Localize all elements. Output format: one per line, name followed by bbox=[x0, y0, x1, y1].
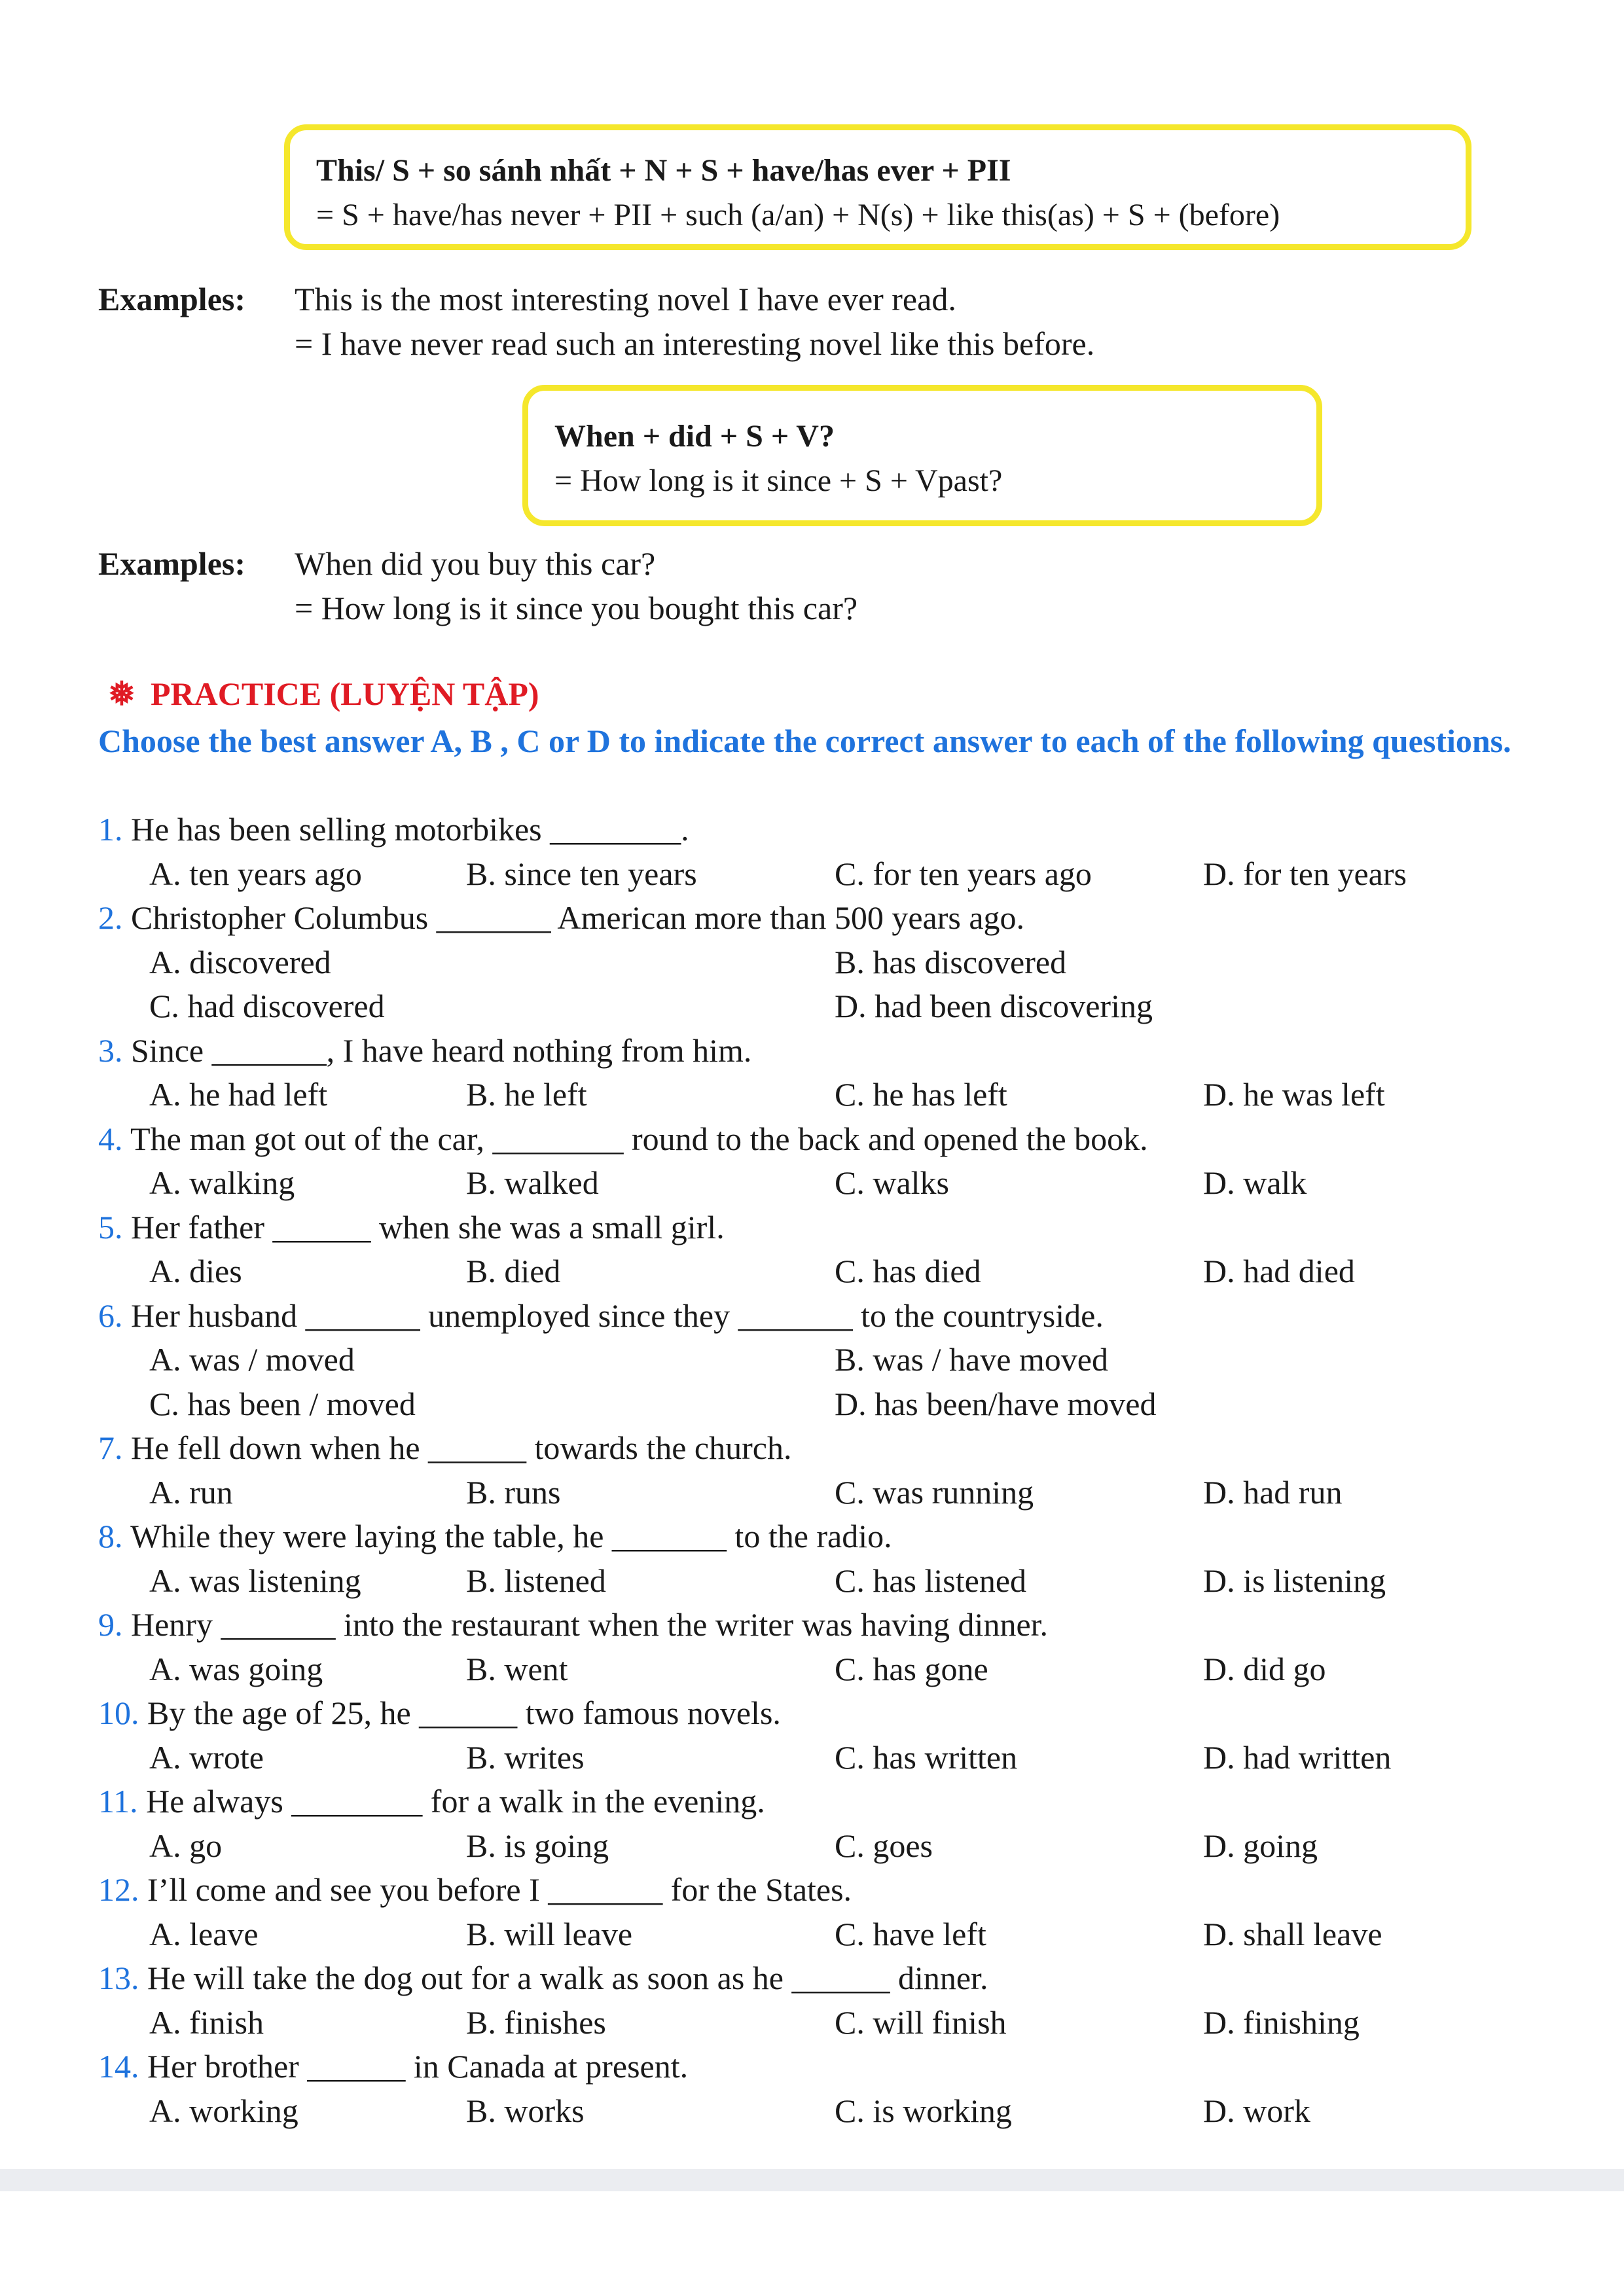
option-a[interactable]: A. was / moved bbox=[149, 1341, 355, 1378]
option-d[interactable]: D. had died bbox=[1203, 1253, 1355, 1289]
question bbox=[98, 1028, 751, 1073]
option-d[interactable]: D. had run bbox=[1203, 1473, 1343, 1511]
question-number: 9. bbox=[98, 1606, 123, 1643]
option-d[interactable]: D. he was left bbox=[1203, 1076, 1385, 1113]
question-number: 12. bbox=[98, 1871, 139, 1908]
option-a[interactable]: A. finish bbox=[149, 2003, 264, 2041]
option-c[interactable]: C. will finish bbox=[835, 2003, 1007, 2041]
question-number: 2. bbox=[98, 899, 123, 936]
page-footer-bar bbox=[0, 2169, 1624, 2191]
option-b[interactable]: B. listened bbox=[466, 1562, 606, 1599]
option-b[interactable]: B. will leave bbox=[466, 1915, 633, 1952]
formula-box-superlative bbox=[284, 124, 1471, 250]
option-c[interactable]: C. has listened bbox=[835, 1562, 1027, 1599]
option-d[interactable]: D. finishing bbox=[1203, 2003, 1360, 2041]
formula-box-when-did bbox=[522, 385, 1322, 526]
option-c[interactable]: C. have left bbox=[835, 1915, 986, 1952]
question-number: 4. bbox=[98, 1120, 123, 1157]
option-b[interactable]: B. was / have moved bbox=[835, 1341, 1108, 1378]
option-a[interactable]: A. he had left bbox=[149, 1076, 328, 1113]
option-d[interactable]: D. did go bbox=[1203, 1650, 1326, 1687]
question-number: 6. bbox=[98, 1297, 123, 1334]
question-text: Her brother ______ in Canada at present. bbox=[147, 2048, 689, 2085]
option-c[interactable]: C. goes bbox=[835, 1827, 933, 1864]
option-c[interactable]: C. has died bbox=[835, 1253, 981, 1289]
option-c[interactable]: C. walks bbox=[835, 1164, 949, 1201]
option-b[interactable]: B. walked bbox=[466, 1164, 599, 1201]
question-text: He has been selling motorbikes ________. bbox=[131, 811, 689, 848]
question bbox=[98, 1426, 791, 1470]
question bbox=[98, 1867, 852, 1912]
practice-instruction: Choose the best answer A, B , C or D to indicate the correct answer to each of the following questions. bbox=[98, 723, 1511, 759]
formula-line-2: = How long is it since + S + Vpast? bbox=[554, 463, 1003, 498]
option-b[interactable]: B. went bbox=[466, 1650, 568, 1687]
question bbox=[98, 1602, 1048, 1647]
option-a[interactable]: A. leave bbox=[149, 1915, 259, 1952]
question bbox=[98, 1779, 765, 1823]
question bbox=[98, 895, 1024, 940]
option-c[interactable]: C. had discovered bbox=[149, 988, 385, 1024]
option-b[interactable]: B. writes bbox=[466, 1738, 585, 1776]
option-d[interactable]: D. walk bbox=[1203, 1164, 1307, 1201]
question bbox=[98, 1956, 988, 2000]
question-number: 3. bbox=[98, 1031, 123, 1069]
question bbox=[98, 2044, 688, 2089]
option-c[interactable]: C. has gone bbox=[835, 1650, 988, 1687]
option-c[interactable]: C. has been / moved bbox=[149, 1385, 416, 1422]
question-number: 11. bbox=[98, 1783, 138, 1820]
option-a[interactable]: A. ten years ago bbox=[149, 855, 362, 892]
example-sentence: When did you buy this car? bbox=[295, 545, 656, 582]
option-a[interactable]: A. was listening bbox=[149, 1562, 361, 1599]
question-number: 8. bbox=[98, 1518, 123, 1554]
question bbox=[98, 1205, 725, 1249]
question-number: 1. bbox=[98, 811, 123, 848]
option-d[interactable]: D. going bbox=[1203, 1827, 1318, 1864]
question-number: 5. bbox=[98, 1208, 123, 1246]
option-a[interactable]: A. working bbox=[149, 2092, 298, 2129]
option-c[interactable]: C. was running bbox=[835, 1473, 1034, 1511]
option-b[interactable]: B. is going bbox=[466, 1827, 609, 1864]
option-b[interactable]: B. has discovered bbox=[835, 943, 1067, 980]
option-b[interactable]: B. he left bbox=[466, 1076, 587, 1113]
question-text: Since _______, I have heard nothing from him. bbox=[131, 1031, 752, 1069]
question-text: He fell down when he ______ towards the church. bbox=[131, 1429, 792, 1466]
option-d[interactable]: D. has been/have moved bbox=[835, 1385, 1157, 1422]
option-a[interactable]: A. go bbox=[149, 1827, 223, 1864]
question-number: 10. bbox=[98, 1695, 139, 1731]
option-c[interactable]: C. has written bbox=[835, 1738, 1018, 1776]
question-text: He will take the dog out for a walk as soon as he ______ dinner. bbox=[147, 1960, 988, 1996]
question-text: By the age of 25, he ______ two famous novels. bbox=[147, 1695, 781, 1731]
snowflake-bullet-icon: ❅ bbox=[108, 675, 135, 712]
option-a[interactable]: A. was going bbox=[149, 1650, 323, 1687]
option-b[interactable]: B. finishes bbox=[466, 2003, 606, 2041]
question-number: 13. bbox=[98, 1960, 139, 1996]
formula-line-2: = S + have/has never + PII + such (a/an) + N(s) + like this(as) + S + (before) bbox=[316, 198, 1280, 232]
examples-label: Examples: bbox=[98, 545, 245, 582]
option-c[interactable]: C. for ten years ago bbox=[835, 855, 1092, 892]
formula-line-1: This/ S + so sánh nhất + N + S + have/has ever + PII bbox=[316, 153, 1011, 188]
option-d[interactable]: D. had been discovering bbox=[835, 988, 1153, 1024]
practice-heading bbox=[108, 672, 539, 716]
question-text: Christopher Columbus _______ American more than 500 years ago. bbox=[131, 899, 1025, 936]
option-c[interactable]: C. is working bbox=[835, 2092, 1012, 2129]
question-text: The man got out of the car, ________ round to the back and opened the book. bbox=[130, 1120, 1148, 1157]
question-text: I’ll come and see you before I _______ for the States. bbox=[147, 1871, 852, 1908]
option-b[interactable]: B. since ten years bbox=[466, 855, 697, 892]
option-d[interactable]: D. work bbox=[1203, 2092, 1310, 2129]
formula-line-1: When + did + S + V? bbox=[554, 419, 835, 454]
option-a[interactable]: A. run bbox=[149, 1473, 233, 1511]
example-sentence: This is the most interesting novel I have ever read. bbox=[295, 281, 956, 317]
question bbox=[98, 1293, 1104, 1338]
question-text: Her father ______ when she was a small girl. bbox=[131, 1208, 725, 1246]
option-a[interactable]: A. discovered bbox=[149, 943, 331, 980]
option-d[interactable]: D. shall leave bbox=[1203, 1915, 1382, 1952]
question-text: While they were laying the table, he _______ to the radio. bbox=[130, 1518, 892, 1554]
option-a[interactable]: A. walking bbox=[149, 1164, 295, 1201]
question bbox=[98, 807, 689, 852]
example-rewrite: = How long is it since you bought this car? bbox=[295, 590, 858, 626]
practice-title: PRACTICE (LUYỆN TẬP) bbox=[151, 675, 539, 712]
question bbox=[98, 1514, 892, 1558]
option-a[interactable]: A. wrote bbox=[149, 1738, 264, 1776]
question-text: He always ________ for a walk in the evening. bbox=[146, 1783, 765, 1820]
example-rewrite: = I have never read such an interesting novel like this before. bbox=[295, 325, 1095, 362]
examples-label: Examples: bbox=[98, 281, 245, 317]
option-d[interactable]: D. had written bbox=[1203, 1738, 1392, 1776]
question-number: 7. bbox=[98, 1429, 123, 1466]
option-d[interactable]: D. for ten years bbox=[1203, 855, 1407, 892]
question bbox=[98, 1117, 1148, 1161]
option-b[interactable]: B. works bbox=[466, 2092, 585, 2129]
question bbox=[98, 1691, 781, 1735]
option-c[interactable]: C. he has left bbox=[835, 1076, 1007, 1113]
question-text: Her husband _______ unemployed since they _______ to the countryside. bbox=[131, 1297, 1104, 1334]
option-b[interactable]: B. runs bbox=[466, 1473, 561, 1511]
question-number: 14. bbox=[98, 2048, 139, 2085]
question-text: Henry _______ into the restaurant when the writer was having dinner. bbox=[131, 1606, 1049, 1643]
option-d[interactable]: D. is listening bbox=[1203, 1562, 1386, 1599]
option-a[interactable]: A. dies bbox=[149, 1253, 242, 1289]
option-b[interactable]: B. died bbox=[466, 1253, 561, 1289]
